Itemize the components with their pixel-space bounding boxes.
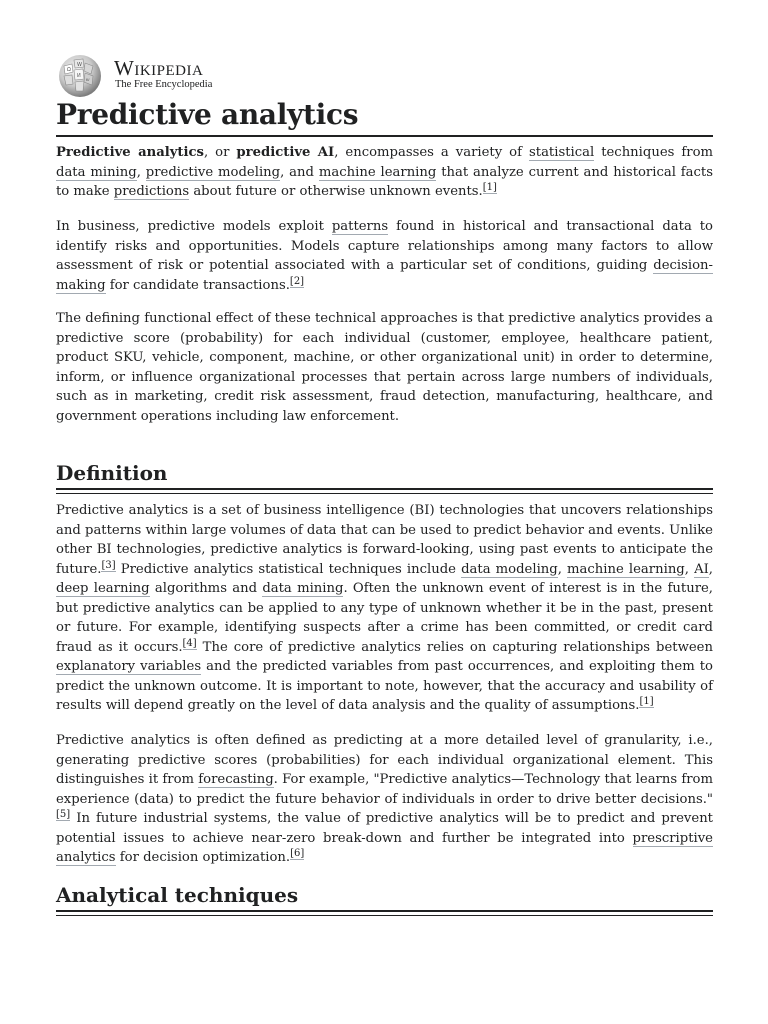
- text: ,: [557, 561, 568, 577]
- link-deep-learning[interactable]: deep learning: [56, 581, 150, 596]
- text: about future or otherwise unknown events.: [189, 184, 483, 199]
- text: , or: [203, 145, 237, 160]
- link-machine-learning[interactable]: machine learning: [318, 164, 437, 180]
- link-data-mining[interactable]: data mining: [56, 164, 137, 180]
- bold-term: Predictive analytics: [56, 145, 204, 160]
- citation-1[interactable]: [1]: [639, 696, 654, 707]
- text: Predictive analytics statistical techniques include: [115, 561, 462, 577]
- text: In business, predictive models exploit: [56, 219, 332, 234]
- text: ,: [136, 164, 146, 180]
- section-divider: [56, 910, 713, 916]
- text: for candidate transactions.: [105, 277, 290, 293]
- citation-4[interactable]: [4]: [182, 637, 197, 649]
- wikipedia-globe-icon: [56, 54, 104, 98]
- bold-term: predictive AI: [236, 145, 335, 160]
- link-data-mining[interactable]: data mining: [262, 581, 344, 596]
- definition-paragraph-1: [56, 501, 713, 716]
- citation-6[interactable]: [6]: [290, 848, 305, 859]
- text: techniques from: [594, 145, 714, 160]
- link-machine-learning[interactable]: machine learning: [567, 561, 685, 577]
- intro-paragraph-3: The defining functional effect of these technical approaches is that predictive analytics provides a predictive score (probability) for each individual (customer, employee, healthcare patient, product SKU, vehicle, component, machine, or other organizational unit) in order to determine, inform, or influence organizational processes that pertain across large numbers of individuals, such as in marketing, credit risk assessment, fraud detection, manufacturing, healthcare, and government operations including law enforcement.: [56, 311, 713, 424]
- wikipedia-branding[interactable]: [56, 54, 316, 98]
- section-divider: [56, 488, 713, 494]
- text: . For example, "Predictive analytics—Technology that learns from experience (data) to predict the future behavior of individuals in order to drive better decisions.": [56, 772, 713, 807]
- citation-5[interactable]: [5]: [56, 809, 71, 820]
- svg-text:ש: ש: [86, 77, 90, 83]
- citation-1[interactable]: [1]: [482, 182, 497, 193]
- svg-text:W: W: [77, 62, 82, 68]
- link-forecasting[interactable]: forecasting: [198, 772, 274, 787]
- article-title: Predictive analytics: [56, 96, 713, 137]
- text: . Often the unknown event of interest is in the future, but predictive analytics can be applied to any type of unknown whether it be in the past, present or future. For example, identifying suspects after a crime has been committed, or credit card fraud as it occurs.: [56, 581, 713, 655]
- wikipedia-wordmark: Wikipedia: [114, 56, 204, 80]
- text: Predictive analytics is often defined as predicting at a more detailed level of granularity, i.e., generating predictive scores (probabilities) for each individual organizational element. This distinguishes it from: [56, 733, 713, 787]
- text: The core of predictive analytics relies on capturing relationships between: [196, 639, 713, 655]
- link-decision-making[interactable]: decision-making: [56, 258, 713, 293]
- wikipedia-tagline: The Free Encyclopedia: [115, 79, 213, 90]
- text: found in historical and transactional data to identify risks and opportunities. Models capture relationships among many factors to allow assessment of risk or potential associated with a particular set of conditions, guiding: [56, 219, 713, 273]
- intro-paragraph-2: [56, 217, 713, 295]
- link-predictive-modeling[interactable]: predictive modeling: [145, 164, 281, 180]
- text: algorithms and: [149, 581, 263, 596]
- link-patterns[interactable]: patterns: [331, 219, 389, 234]
- definition-paragraph-2: [56, 731, 713, 868]
- text: that analyze current and historical facts to make: [56, 164, 713, 199]
- citation-2[interactable]: [2]: [289, 275, 305, 287]
- citation-3[interactable]: [3]: [101, 559, 116, 571]
- intro-paragraph-1: [56, 143, 713, 202]
- svg-text:Ω: Ω: [67, 67, 71, 73]
- link-data-modeling[interactable]: data modeling: [461, 561, 558, 577]
- text: ,: [708, 561, 713, 577]
- text: for decision optimization.: [115, 850, 291, 865]
- link-prescriptive-analytics[interactable]: prescriptive analytics: [56, 830, 713, 865]
- text: In future industrial systems, the value of predictive analytics will be to predict and prevent potential issues to achieve near-zero break-down and further be integrated into: [56, 811, 713, 846]
- svg-text:И: И: [77, 73, 81, 79]
- text: and the predicted variables from past occurrences, and exploiting them to predict the unknown outcome. It is important to note, however, that the accuracy and usability of results will depend greatly on the level of data analysis and the quality of assumptions.: [56, 659, 714, 713]
- text: Predictive analytics is a set of business intelligence (BI) technologies that uncovers relationships and patterns within large volumes of data that can be used to predict behavior and events. Unlike other BI technologies, predictive analytics is forward-looking, using past events to anticipate the future.: [56, 503, 713, 577]
- link-explanatory-variables[interactable]: explanatory variables: [56, 659, 202, 674]
- link-ai[interactable]: AI: [694, 561, 709, 577]
- link-statistical[interactable]: statistical: [529, 145, 595, 160]
- text: , and: [280, 164, 319, 180]
- section-heading-analytical-techniques: Analytical techniques: [56, 883, 299, 907]
- link-predictions[interactable]: predictions: [113, 184, 190, 199]
- section-heading-definition: Definition: [56, 461, 168, 485]
- text: , encompasses a variety of: [334, 145, 529, 160]
- text: ,: [684, 561, 695, 577]
